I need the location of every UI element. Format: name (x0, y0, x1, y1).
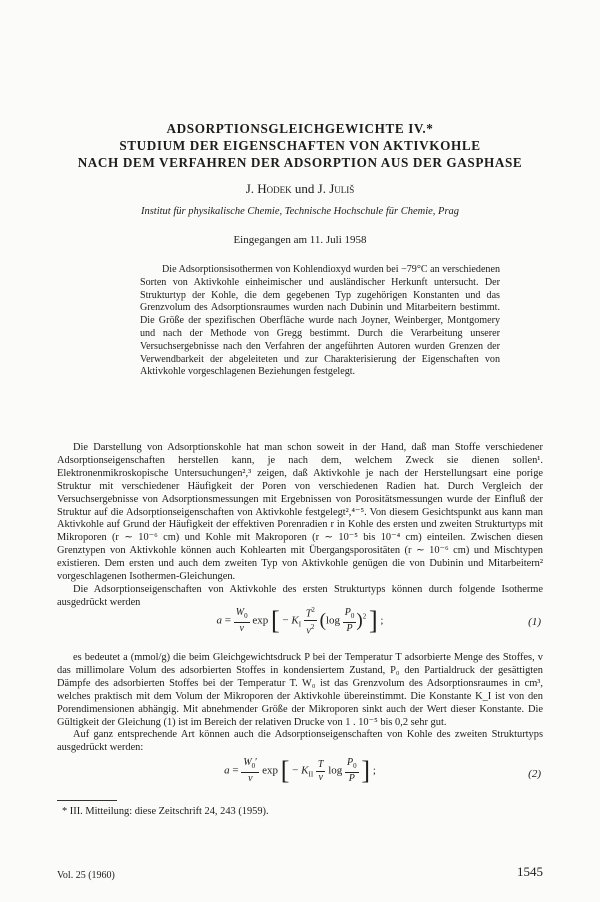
equation-2-formula: a = $\frac{W_0'}{v}$ exp [ − $K_{II}$ $\frac{T}{v}$ log $\frac{P_0}{P}$ ] ; (224, 756, 376, 785)
page-number: 1545 (517, 864, 543, 879)
paragraph-3: es bedeutet a (mmol/g) die beim Gleichgewichtsdruck P bei der Temperatur T adsorbierte Menge des Stoffes, v das millimolare Volum des adsorbierten Stoffes in kondensiertem Zustand, P₀ den Partialdruck der gesättigten Dämpfe des adsorbierten Stoffes bei der Temperatur T. W₀ ist das Grenzvolum des Adsorptionsraumes in cm³, welches praktisch mit dem Volum der Mikroporen der Aktivkohle übereinstimmt. Die Konstante K_I ist von den Porendimensionen abhängig. Mit abnehmender Größe der Mikroporen sinkt auch der Wert dieser Konstante. Die Gültigkeit der Gleichung (1) ist im Bereich der relativen Drucke von 1 . 10⁻⁵ bis 0,2 sehr gut. (57, 652, 543, 728)
author-2: Juliš (329, 181, 355, 196)
author-1: Hodek (257, 181, 292, 196)
paragraph-2: Die Adsorptionseigenschaften von Aktivkohle des ersten Strukturtyps können durch folgende Isotherme ausgedrückt werden (57, 583, 543, 608)
equation-2-label: (2) (528, 768, 541, 780)
journal-volume: Vol. 25 (1960) (57, 870, 115, 881)
equation-2 (57, 756, 543, 800)
authors: J. Hodek und J. Juliš (245, 181, 355, 196)
received-date: Eingegangen am 11. Juli 1958 (233, 234, 367, 246)
title-line-3: NACH DEM VERFAHREN DER ADSORPTION AUS DER GASPHASE (77, 155, 523, 170)
abstract (140, 264, 500, 379)
equation-1-label: (1) (528, 616, 541, 628)
title-line-2: STUDIUM DER EIGENSCHAFTEN VON AKTIVKOHLE (119, 138, 481, 153)
paragraph-1: Die Darstellung von Adsorptionskohle hat man schon soweit in der Hand, daß man Stoffe verschiedener Adsorptionseigenschaften herstellen kann, je nach dem, welchem Zweck sie dienen sollen¹. Elektronenmikroskopische Untersuchungen²,³ zeigen, daß Aktivkohle je nach der Herstellungsart eine porige Struktur mit verschiedener Häufigkeit der Poren von verschiedenen Radien hat. Durch Vergleich der Versuchsergebnisse von Adsorptionsmessungen mit Ergebnissen von Porositätsmessungen wurde der Einfluß der Struktur auf die Adsorptionseigenschaften von Aktivkohle festgelegt²,⁴⁻⁵. Von diesem Gesichtspunkt aus kann man Aktivkohle auf Grund der Häufigkeit der effektiven Porenradien r in Kohle des ersten und zweiten Strukturtyps mit Mikroporen (r ∼ 10⁻⁶ cm) und Kohle mit Makroporen (r ∼ 10⁻⁵ bis 10⁻⁴ cm) einteilen. Zwischen diesen Grenztypen von Aktivkohle können auch Kohlearten mit Übergangsporositäten (r ∼ 10⁻⁶ cm) und Mischtypen existieren. Dem ersten und auch dem zweiten Typ von Aktivkohle genügen die von Dubinin und Mitarbeitern² vorgeschlagenen Isothermen-Gleichungen. (57, 442, 543, 583)
footnote-rule (57, 800, 117, 801)
institution: Institut für physikalische Chemie, Technische Hochschule für Chemie, Prag (140, 206, 460, 217)
footnote: * III. Mitteilung: diese Zeitschrift 24, 243 (1959). (62, 806, 269, 817)
equation-1-formula: a = $\frac{W_0}{v}$ exp [ − $K_I$ $\frac{T^2}{v^2}$ (log $\frac{P_0}{P}$ )$^2$ ] ; (216, 605, 384, 637)
abstract-text: Die Adsorptionsisothermen von Kohlendioxyd wurden bei −79°C an verschiedenen Sorten von Aktivkohle einheimischer und ausländischer Herkunft untersucht. Der Strukturtyp der Kohle, die dem gegebenen Typ zugehörigen Konstanten und das Grenzvolum des Adsorptionsraumes wurden nach Dubinin und Mitarbeitern bestimmt. Die Größe der spezifischen Oberfläche wurde nach Joyner, Weinberger, Montgomery und nach der Methode von Gregg bestimmt. Durch die Verarbeitung unserer Versuchsergebnisse nach den Verfahren der angeführten Autoren wurden Grenzen der Verwendbarkeit der abgeleiteten und zur Charakterisierung der Eigenschaften von Aktivkohle vorgeschlagenen Beziehungen festgelegt. (140, 264, 500, 378)
body-section-2 (57, 652, 543, 755)
paragraph-4: Auf ganz entsprechende Art können auch die Adsorptionseigenschaften von Kohle des zweiten Strukturtyps ausgedrückt werden: (57, 729, 543, 754)
title-line-1: ADSORPTIONSGLEICHGEWICHTE IV.* (166, 121, 434, 136)
body-section-1 (57, 442, 543, 610)
equation-1 (57, 604, 543, 648)
